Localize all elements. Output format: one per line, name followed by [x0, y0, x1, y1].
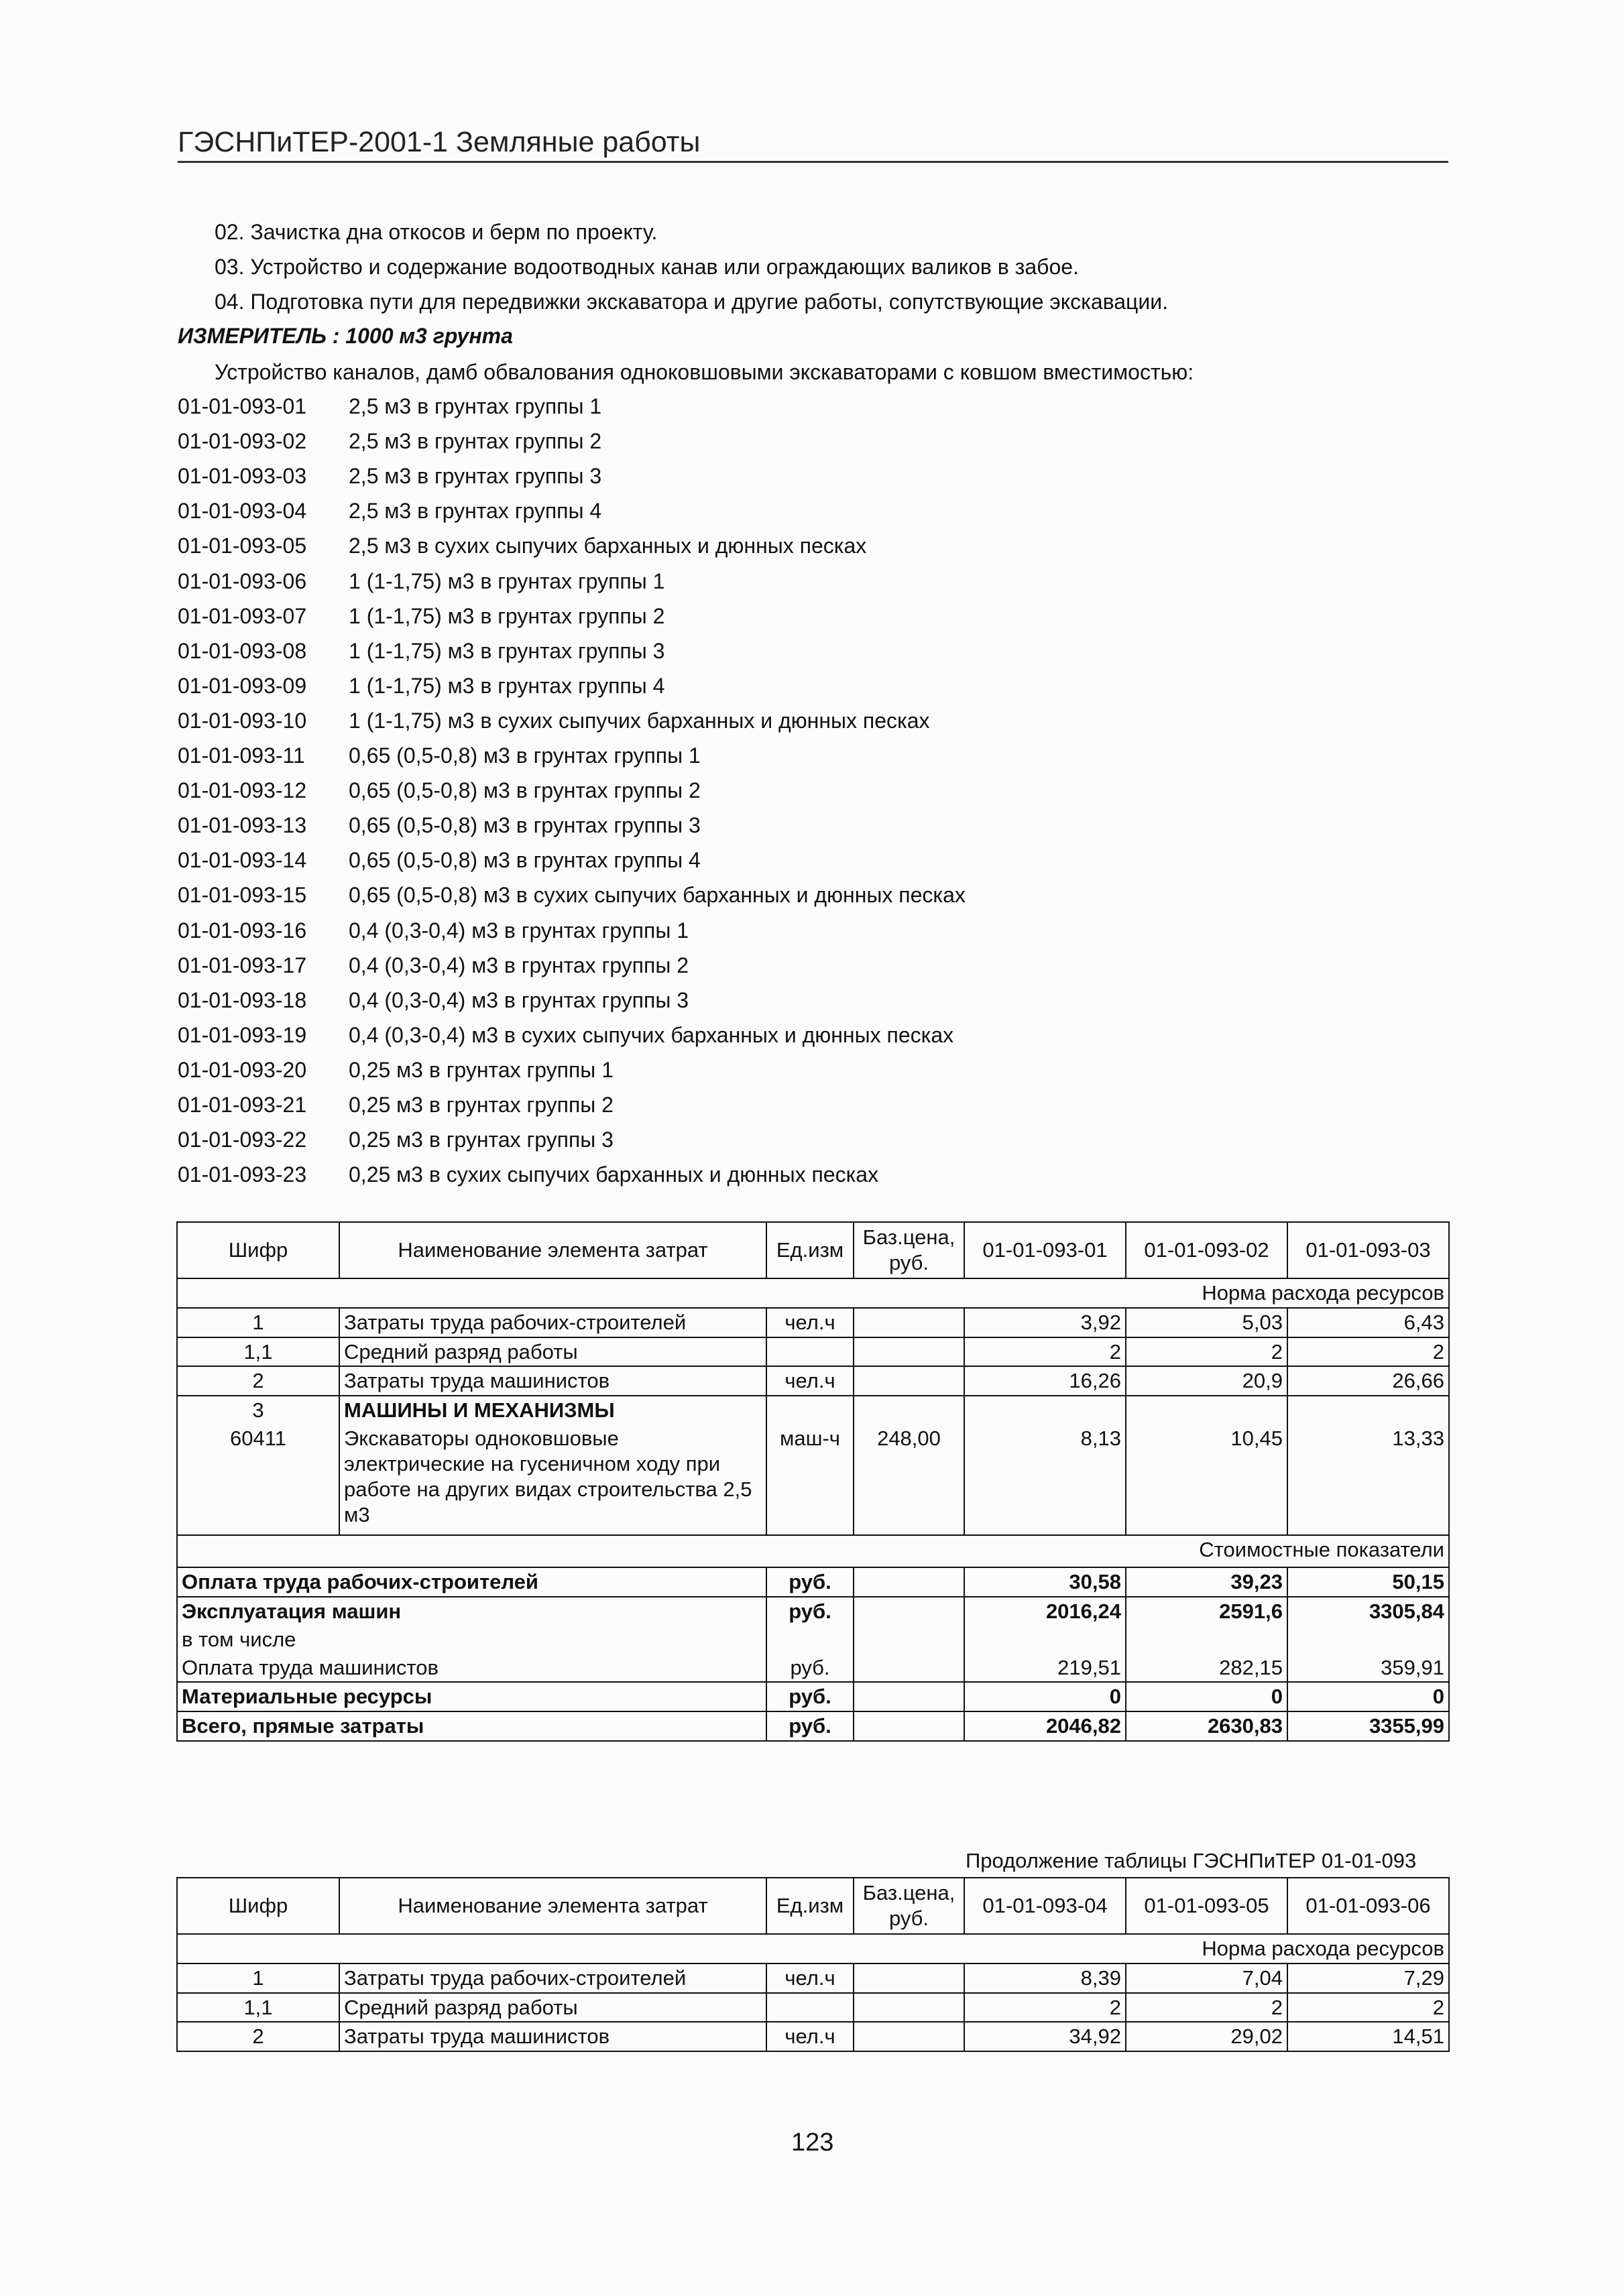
- meter-line: ИЗМЕРИТЕЛЬ : 1000 м3 грунта: [178, 324, 513, 348]
- row-code: 1: [177, 1308, 339, 1337]
- table-header-row: [177, 1878, 1449, 1934]
- page-number: 123: [791, 2128, 834, 2157]
- page-header: ГЭСНПиТЕР-2001-1 Земляные работы: [178, 126, 701, 158]
- variant-description: 0,65 (0,5-0,8) м3 в грунтах группы 2: [349, 778, 701, 803]
- col-header-unit: Ед.изм: [766, 1222, 854, 1278]
- row-value: 20,9: [1126, 1366, 1287, 1396]
- variant-code: 01-01-093-09: [178, 673, 307, 698]
- cost-row: [177, 1597, 1449, 1626]
- row-unit: чел.ч: [766, 2022, 854, 2051]
- variant-description: 0,4 (0,3-0,4) м3 в грунтах группы 3: [349, 987, 689, 1012]
- row-code: 1,1: [177, 1993, 339, 2022]
- col-header-name: Наименование элемента затрат: [339, 1222, 766, 1278]
- col-header-price: Баз.цена, руб.: [854, 1878, 964, 1934]
- row-value: 2: [964, 1337, 1126, 1367]
- row-value: 2: [1126, 1337, 1287, 1367]
- variant-description: 1 (1-1,75) м3 в грунтах группы 4: [349, 673, 665, 698]
- cost-value: 359,91: [1287, 1654, 1449, 1683]
- row-value: 16,26: [964, 1366, 1126, 1396]
- cost-name: в том числе: [177, 1626, 766, 1654]
- cost-unit: руб.: [766, 1711, 854, 1741]
- machine-row: [177, 1425, 1449, 1535]
- cost-name: Оплата труда рабочих-строителей: [177, 1567, 766, 1597]
- col-header-variant: 01-01-093-02: [1126, 1222, 1287, 1278]
- machine-price: 248,00: [854, 1425, 964, 1535]
- variant-description: 0,65 (0,5-0,8) м3 в сухих сыпучих барханных и дюнных песках: [349, 883, 966, 908]
- cost-value: 0: [1126, 1682, 1287, 1711]
- row-price: [854, 1366, 964, 1396]
- col-header-name: Наименование элемента затрат: [339, 1878, 766, 1934]
- row-value: 7,29: [1287, 1963, 1449, 1993]
- cost-row: [177, 1567, 1449, 1597]
- table-row: [177, 1337, 1449, 1367]
- variant-code: 01-01-093-05: [178, 534, 307, 558]
- table-row: [177, 1993, 1449, 2022]
- cost-unit: руб.: [766, 1567, 854, 1597]
- machines-title: МАШИНЫ И МЕХАНИЗМЫ: [339, 1396, 766, 1425]
- cost-value: 2630,83: [1126, 1711, 1287, 1741]
- row-unit: [766, 1337, 854, 1367]
- row-value: 8,39: [964, 1963, 1126, 1993]
- variant-code: 01-01-093-03: [178, 464, 307, 489]
- variant-description: 0,65 (0,5-0,8) м3 в грунтах группы 3: [349, 813, 701, 838]
- machines-heading-row: [177, 1396, 1449, 1425]
- row-name: Средний разряд работы: [339, 1993, 766, 2022]
- row-value: 3,92: [964, 1308, 1126, 1337]
- row-value: 14,51: [1287, 2022, 1449, 2051]
- variant-code: 01-01-093-06: [178, 568, 307, 593]
- cost-value: 219,51: [964, 1654, 1126, 1683]
- cost-name: Материальные ресурсы: [177, 1682, 766, 1711]
- variant-description: 2,5 м3 в сухих сыпучих барханных и дюнных песках: [349, 534, 867, 558]
- norm-section-row: [177, 1278, 1449, 1308]
- col-header-code: Шифр: [177, 1222, 339, 1278]
- row-unit: чел.ч: [766, 1963, 854, 1993]
- variant-description: 0,25 м3 в грунтах группы 1: [349, 1057, 614, 1082]
- variant-code: 01-01-093-21: [178, 1093, 307, 1117]
- row-code: 1,1: [177, 1337, 339, 1367]
- variant-description: 1 (1-1,75) м3 в сухих сыпучих барханных и дюнных песках: [349, 708, 930, 733]
- row-name: Затраты труда машинистов: [339, 1366, 766, 1396]
- variant-code: 01-01-093-11: [178, 743, 305, 768]
- machine-value: 8,13: [964, 1425, 1126, 1535]
- cost-value: [964, 1626, 1126, 1654]
- machine-value: 10,45: [1126, 1425, 1287, 1535]
- variant-code: 01-01-093-17: [178, 953, 307, 977]
- row-value: 2: [964, 1993, 1126, 2022]
- intro-line: 04. Подготовка пути для передвижки экскаватора и другие работы, сопутствующие экскавации.: [215, 290, 1169, 314]
- cost-section-row: [177, 1535, 1449, 1567]
- norm-section-label: Норма расхода ресурсов: [177, 1278, 1449, 1308]
- variant-code: 01-01-093-18: [178, 987, 307, 1012]
- cost-value: 30,58: [964, 1567, 1126, 1597]
- cost-value: 0: [964, 1682, 1126, 1711]
- row-price: [854, 1337, 964, 1367]
- variant-description: 0,4 (0,3-0,4) м3 в грунтах группы 2: [349, 953, 689, 977]
- cost-value: [1126, 1626, 1287, 1654]
- variant-code: 01-01-093-19: [178, 1022, 307, 1047]
- continuation-table: [176, 1877, 1450, 2052]
- row-value: 7,04: [1126, 1963, 1287, 1993]
- row-price: [854, 1963, 964, 1993]
- variant-description: 0,25 м3 в сухих сыпучих барханных и дюнных песках: [349, 1162, 879, 1187]
- row-unit: [766, 1993, 854, 2022]
- variant-description: 1 (1-1,75) м3 в грунтах группы 2: [349, 603, 665, 628]
- col-header-unit: Ед.изм: [766, 1878, 854, 1934]
- row-value: 29,02: [1126, 2022, 1287, 2051]
- row-code: 3: [177, 1396, 339, 1425]
- col-header-code: Шифр: [177, 1878, 339, 1934]
- row-value: 6,43: [1287, 1308, 1449, 1337]
- cost-unit: руб.: [766, 1682, 854, 1711]
- cost-value: [1287, 1626, 1449, 1654]
- row-unit: чел.ч: [766, 1308, 854, 1337]
- row-unit: чел.ч: [766, 1366, 854, 1396]
- cost-name: Всего, прямые затраты: [177, 1711, 766, 1741]
- variant-description: 1 (1-1,75) м3 в грунтах группы 3: [349, 638, 665, 663]
- row-value: 34,92: [964, 2022, 1126, 2051]
- variant-description: 1 (1-1,75) м3 в грунтах группы 1: [349, 568, 665, 593]
- cost-value: 50,15: [1287, 1567, 1449, 1597]
- table-header-row: [177, 1222, 1449, 1278]
- machine-value: 13,33: [1287, 1425, 1449, 1535]
- variant-description: 2,5 м3 в грунтах группы 1: [349, 394, 602, 418]
- cost-row: [177, 1626, 1449, 1654]
- variant-description: 0,25 м3 в грунтах группы 2: [349, 1093, 614, 1117]
- variant-code: 01-01-093-16: [178, 918, 307, 943]
- row-name: Затраты труда машинистов: [339, 2022, 766, 2051]
- row-price: [854, 2022, 964, 2051]
- cost-value: 0: [1287, 1682, 1449, 1711]
- cost-value: 2591,6: [1126, 1597, 1287, 1626]
- row-value: 26,66: [1287, 1366, 1449, 1396]
- variant-code: 01-01-093-23: [178, 1162, 307, 1187]
- cost-value: 3305,84: [1287, 1597, 1449, 1626]
- intro-line: 02. Зачистка дна откосов и берм по проекту.: [215, 220, 658, 244]
- row-name: Затраты труда рабочих-строителей: [339, 1308, 766, 1337]
- intro-line: 03. Устройство и содержание водоотводных канав или ограждающих валиков в забое.: [215, 255, 1079, 279]
- cost-row: [177, 1711, 1449, 1741]
- variant-description: 0,65 (0,5-0,8) м3 в грунтах группы 4: [349, 848, 701, 873]
- cost-section-label: Стоимостные показатели: [177, 1535, 1449, 1567]
- variant-code: 01-01-093-15: [178, 883, 307, 908]
- col-header-variant: 01-01-093-04: [964, 1878, 1126, 1934]
- cost-value: 282,15: [1126, 1654, 1287, 1683]
- header-divider: [178, 161, 1448, 163]
- row-price: [854, 1308, 964, 1337]
- norm-section-row: [177, 1934, 1449, 1963]
- variant-code: 01-01-093-01: [178, 394, 307, 418]
- row-value: 2: [1287, 1993, 1449, 2022]
- col-header-variant: 01-01-093-06: [1287, 1878, 1449, 1934]
- variant-description: 2,5 м3 в грунтах группы 2: [349, 429, 602, 454]
- variant-code: 01-01-093-04: [178, 499, 307, 524]
- cost-unit: [766, 1626, 854, 1654]
- variant-description: 0,25 м3 в грунтах группы 3: [349, 1128, 614, 1152]
- row-value: 5,03: [1126, 1308, 1287, 1337]
- cost-row: [177, 1682, 1449, 1711]
- cost-unit: руб.: [766, 1654, 854, 1683]
- variant-code: 01-01-093-02: [178, 429, 307, 454]
- row-price: [854, 1993, 964, 2022]
- cost-value: 2016,24: [964, 1597, 1126, 1626]
- variant-description: 2,5 м3 в грунтах группы 4: [349, 499, 602, 524]
- table-row: [177, 1308, 1449, 1337]
- variant-description: 0,4 (0,3-0,4) м3 в сухих сыпучих барханных и дюнных песках: [349, 1022, 954, 1047]
- col-header-variant: 01-01-093-05: [1126, 1878, 1287, 1934]
- cost-name: Эксплуатация машин: [177, 1597, 766, 1626]
- lead-line: Устройство каналов, дамб обвалования одноковшовыми экскаваторами с ковшом вместимостью:: [215, 360, 1194, 384]
- row-name: Средний разряд работы: [339, 1337, 766, 1367]
- row-code: 1: [177, 1963, 339, 1993]
- machine-name: Экскаваторы одноковшовые электрические на гусеничном ходу при работе на других видах строительства 2,5 м3: [339, 1425, 766, 1535]
- variant-code: 01-01-093-10: [178, 708, 307, 733]
- cost-unit: руб.: [766, 1597, 854, 1626]
- table-row: [177, 2022, 1449, 2051]
- variant-description: 0,4 (0,3-0,4) м3 в грунтах группы 1: [349, 918, 689, 943]
- variant-code: 01-01-093-20: [178, 1057, 307, 1082]
- cost-value: 2046,82: [964, 1711, 1126, 1741]
- table-row: [177, 1963, 1449, 1993]
- cost-name: Оплата труда машинистов: [177, 1654, 766, 1683]
- variant-code: 01-01-093-08: [178, 638, 307, 663]
- row-name: Затраты труда рабочих-строителей: [339, 1963, 766, 1993]
- machine-code: 60411: [177, 1425, 339, 1535]
- variant-code: 01-01-093-07: [178, 603, 307, 628]
- col-header-price: Баз.цена, руб.: [854, 1222, 964, 1278]
- resource-table: [176, 1221, 1450, 1742]
- variant-code: 01-01-093-13: [178, 813, 307, 838]
- variant-description: 0,65 (0,5-0,8) м3 в грунтах группы 1: [349, 743, 701, 768]
- norm-section-label: Норма расхода ресурсов: [177, 1934, 1449, 1963]
- continuation-title: Продолжение таблицы ГЭСНПиТЕР 01-01-093: [966, 1849, 1417, 1872]
- row-code: 2: [177, 1366, 339, 1396]
- machine-unit: маш-ч: [766, 1425, 854, 1535]
- variant-description: 2,5 м3 в грунтах группы 3: [349, 464, 602, 489]
- row-code: 2: [177, 2022, 339, 2051]
- variant-code: 01-01-093-14: [178, 848, 307, 873]
- col-header-variant: 01-01-093-03: [1287, 1222, 1449, 1278]
- row-value: 2: [1287, 1337, 1449, 1367]
- cost-row: [177, 1654, 1449, 1683]
- row-value: 2: [1126, 1993, 1287, 2022]
- col-header-variant: 01-01-093-01: [964, 1222, 1126, 1278]
- variant-code: 01-01-093-22: [178, 1128, 307, 1152]
- table-row: [177, 1366, 1449, 1396]
- cost-value: 3355,99: [1287, 1711, 1449, 1741]
- cost-value: 39,23: [1126, 1567, 1287, 1597]
- variant-code: 01-01-093-12: [178, 778, 307, 803]
